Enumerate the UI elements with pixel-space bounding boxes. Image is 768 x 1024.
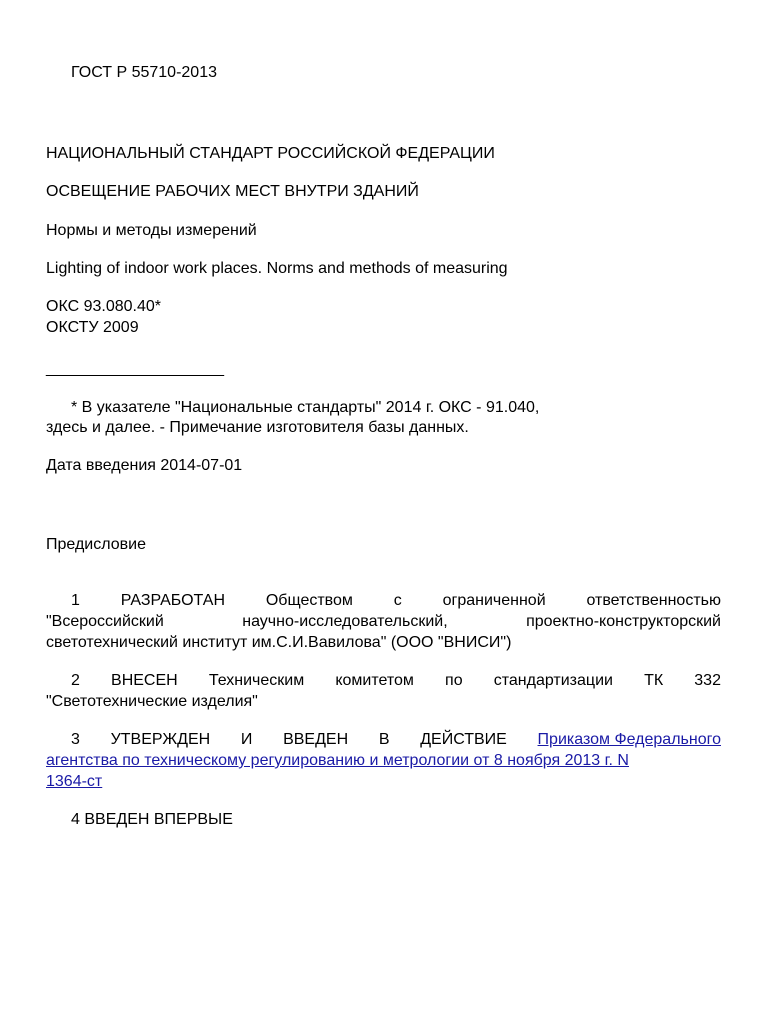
item-1-word: проектно-конструкторский	[526, 613, 721, 630]
footnote-line-2: здесь и далее. - Примечание изготовителя базы данных.	[46, 419, 469, 436]
foreword-heading: Предисловие	[46, 536, 146, 553]
item-1-row-1	[46, 590, 721, 611]
footnote-separator: ____________________	[46, 360, 224, 377]
document-subtitle-ru: Нормы и методы измерений	[46, 222, 257, 239]
item-1-row-2	[46, 611, 721, 632]
foreword-item-4: 4 ВВЕДЕН ВПЕРВЫЕ	[71, 811, 233, 828]
item-2-word: по	[445, 672, 463, 689]
footnote-line-1: * В указателе "Национальные стандарты" 2014 г. ОКС - 91.040,	[71, 399, 540, 416]
item-3-word: ДЕЙСТВИЕ	[420, 731, 507, 748]
item-3-word: УТВЕРЖДЕН	[110, 731, 211, 748]
decree-link-part-1[interactable]: Приказом Федерального	[537, 731, 721, 748]
item-1-word: научно-исследовательский,	[242, 613, 448, 630]
item-3-word: ВВЕДЕН	[283, 731, 349, 748]
item-3-word: И	[240, 731, 253, 748]
standard-type: НАЦИОНАЛЬНЫЙ СТАНДАРТ РОССИЙСКОЙ ФЕДЕРАЦИИ	[46, 145, 495, 162]
item-1-word: с	[393, 592, 402, 609]
item-3-word: В	[378, 731, 390, 748]
decree-link-part-3[interactable]: 1364-ст	[46, 773, 103, 790]
item-2-row-1	[46, 670, 721, 691]
item-1-word: Обществом	[265, 592, 353, 609]
item-3-row-2	[46, 750, 721, 771]
gost-code: ГОСТ Р 55710-2013	[71, 64, 217, 81]
item-1-word: 1	[71, 592, 80, 609]
item-1-row-3: светотехнический институт им.С.И.Вавилова" (ООО "ВНИСИ")	[46, 634, 512, 651]
foreword-item-1	[46, 590, 721, 653]
item-3-row-1	[46, 729, 721, 750]
item-3-row-3	[46, 771, 721, 792]
foreword-item-2	[46, 670, 721, 712]
oks-code: ОКС 93.080.40*	[46, 298, 161, 315]
item-2-word: ТК	[644, 672, 664, 689]
item-3-word: 3	[71, 731, 80, 748]
item-2-word: Техническим	[208, 672, 305, 689]
item-1-word: ограниченной	[442, 592, 546, 609]
item-2-word: стандартизации	[493, 672, 613, 689]
document-title-en: Lighting of indoor work places. Norms and methods of measuring	[46, 260, 508, 277]
item-2-word: 332	[694, 672, 721, 689]
item-1-word: РАЗРАБОТАН	[120, 592, 226, 609]
item-1-word: ответственностью	[586, 592, 721, 609]
item-2-word: ВНЕСЕН	[111, 672, 178, 689]
item-2-word: комитетом	[335, 672, 414, 689]
item-2-word: 2	[71, 672, 80, 689]
document-title-ru: ОСВЕЩЕНИЕ РАБОЧИХ МЕСТ ВНУТРИ ЗДАНИЙ	[46, 183, 419, 200]
introduction-date: Дата введения 2014-07-01	[46, 457, 243, 474]
foreword-item-3	[46, 729, 721, 792]
decree-link-part-2[interactable]: агентства по техническому регулированию и метрологии от 8 ноября 2013 г. N	[46, 752, 629, 769]
okstu-code: ОКСТУ 2009	[46, 319, 139, 336]
item-1-word: "Всероссийский	[46, 613, 164, 630]
item-2-row-2: "Светотехнические изделия"	[46, 693, 258, 710]
